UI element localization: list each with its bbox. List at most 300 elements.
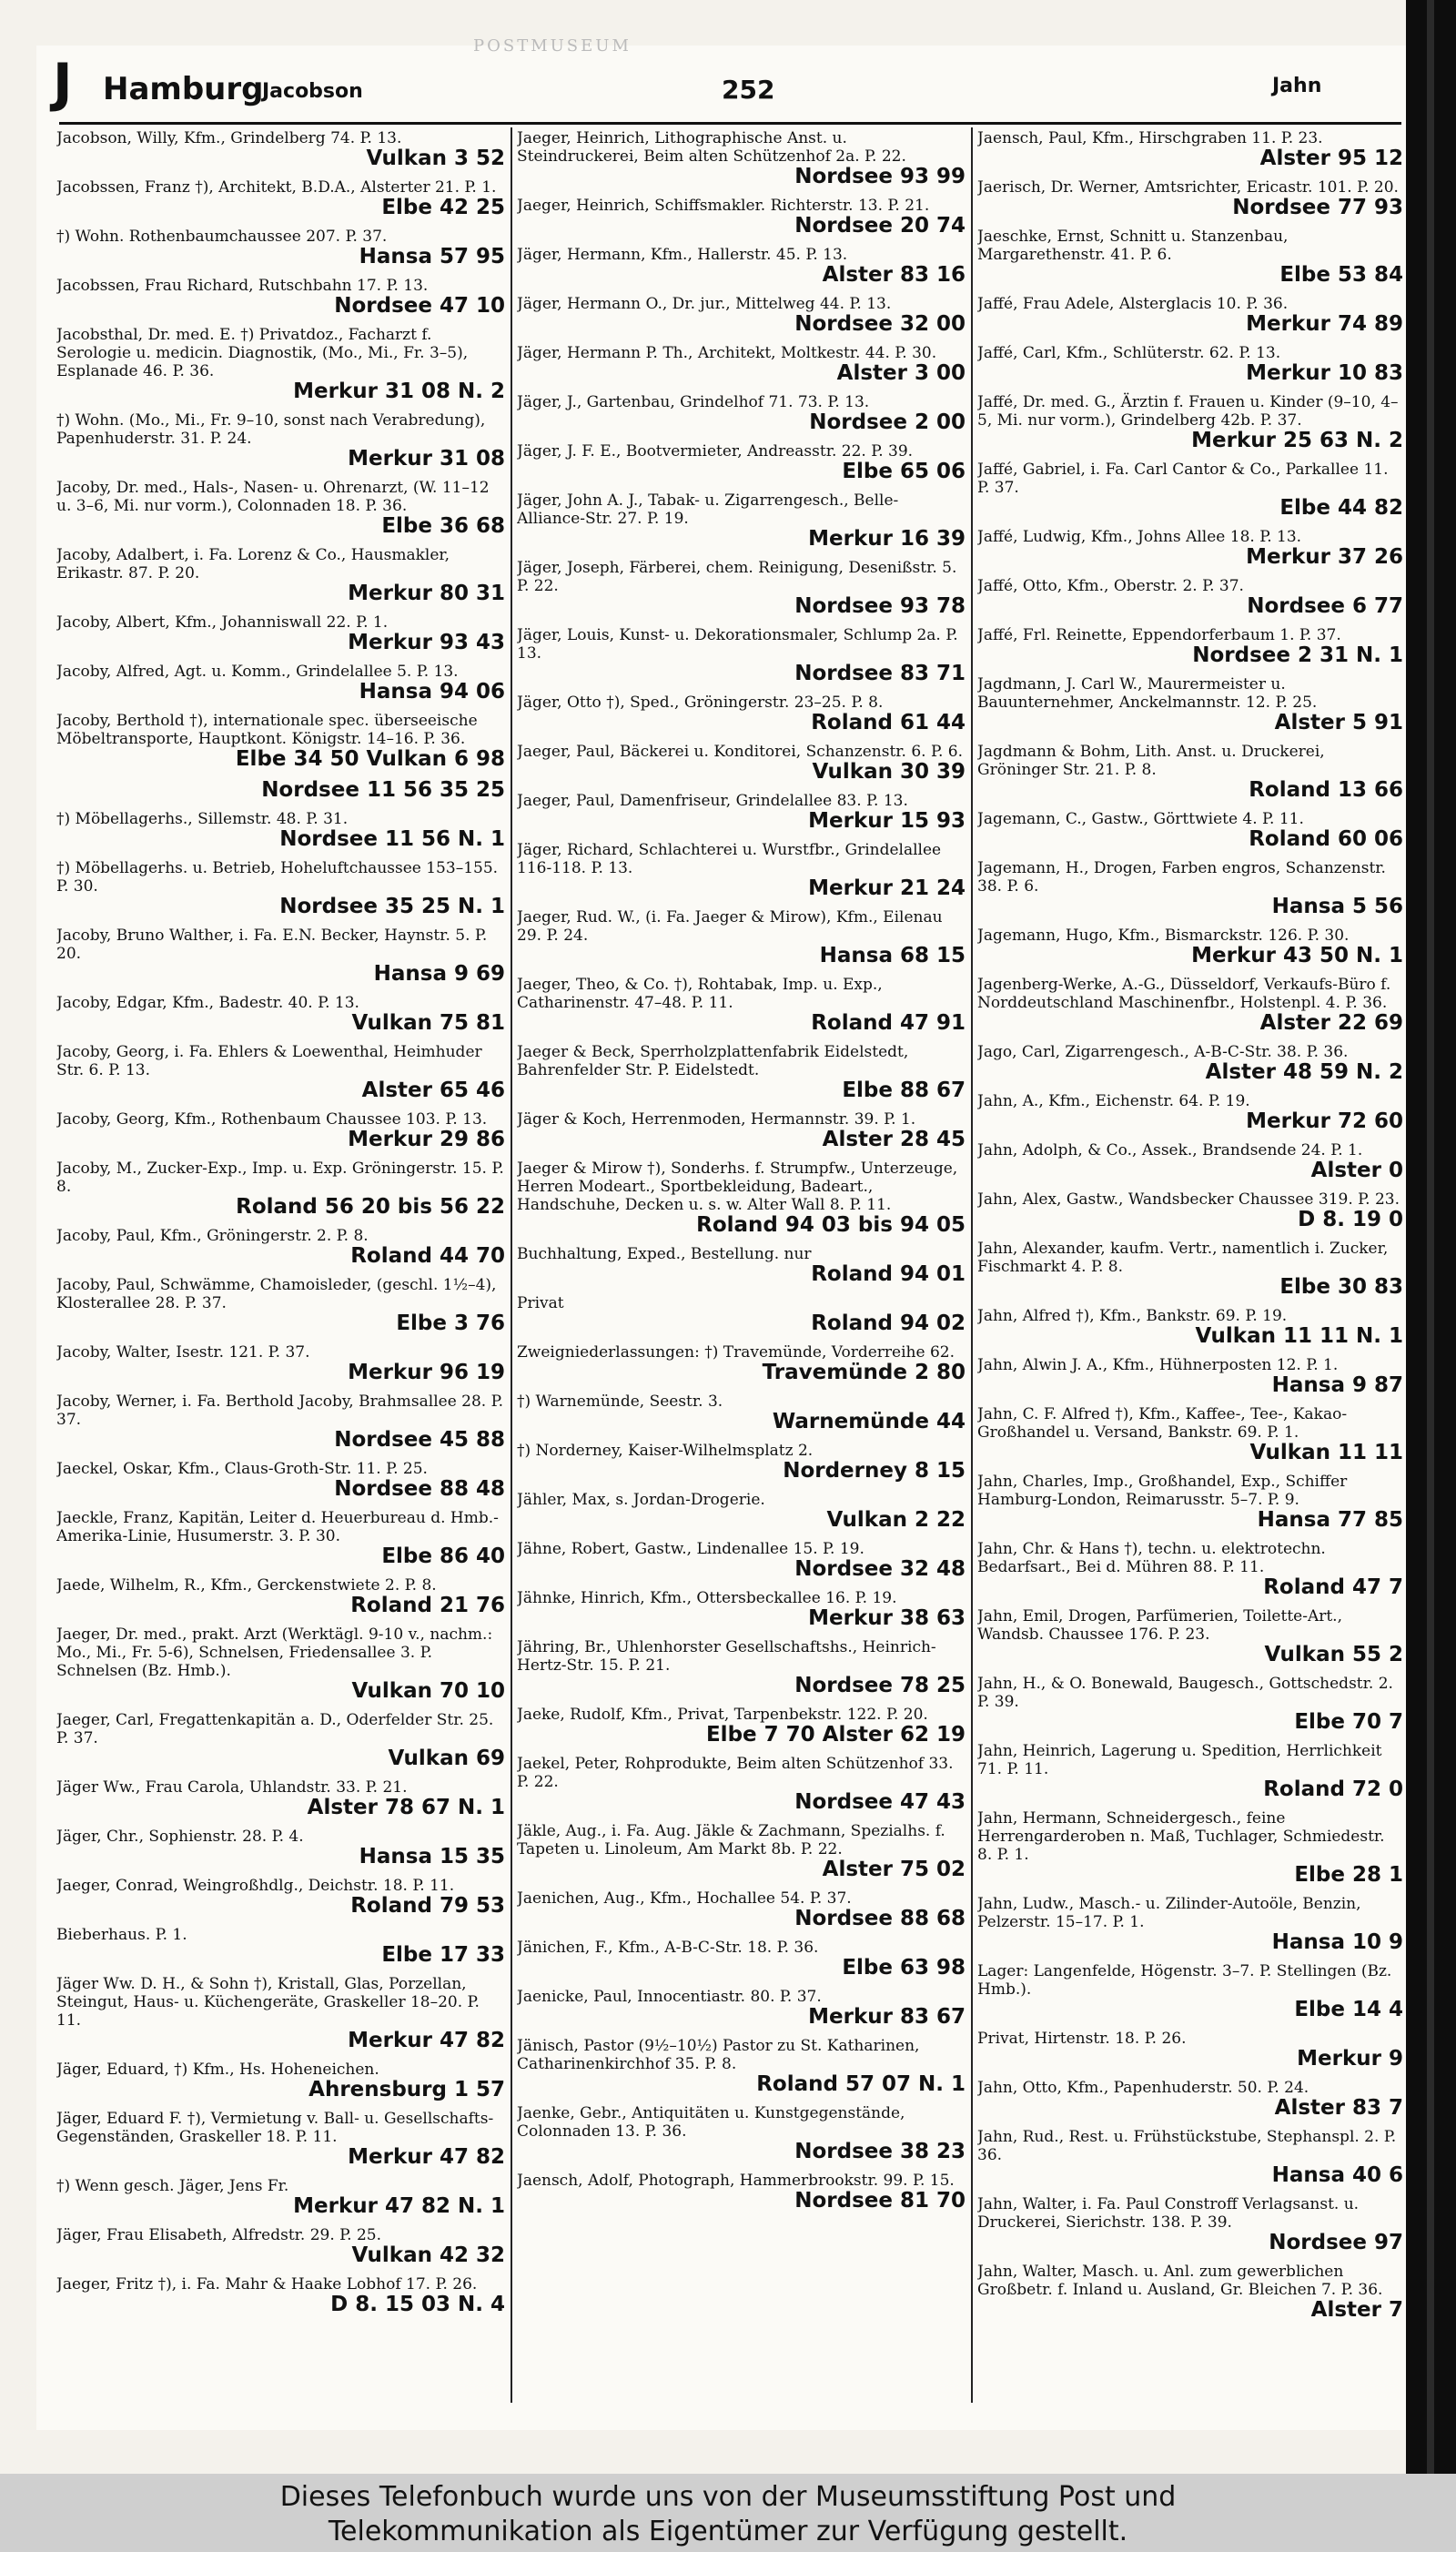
entry-text: Jahn, Heinrich, Lagerung u. Spedition, Herrlichkeit 71. P. 11. (977, 1742, 1382, 1778)
directory-entry (56, 1877, 507, 1918)
directory-entry (517, 1822, 967, 1881)
entry-text: Jänisch, Pastor (9½–10½) Pastor zu St. Katharinen, Catharinenkirchhof 35. P. 8. (517, 2037, 920, 2073)
entry-phone-number: Nordsee 47 10 (334, 294, 505, 318)
header-last-entry: Jahn (1272, 75, 1322, 97)
directory-entry (977, 927, 1405, 967)
directory-entry (56, 2110, 507, 2169)
directory-entry (977, 2195, 1405, 2254)
entry-text: Jaensch, Paul, Kfm., Hirschgraben 11. P. 23. (977, 129, 1323, 147)
entry-phone-number: Elbe 7 70 Alster 62 19 (705, 1723, 966, 1747)
entry-text: Jähne, Robert, Gastw., Lindenallee 15. P. 19. (517, 1540, 864, 1558)
entry-text: Jahn, Chr. & Hans †), techn. u. elektrotechn. Bedarfsart., Bei d. Mühren 88. P. 11. (977, 1540, 1326, 1576)
entry-text: Jahn, A., Kfm., Eichenstr. 64. P. 19. (977, 1092, 1250, 1110)
entry-phone-number: Hansa 68 15 (819, 944, 966, 967)
directory-entry (977, 393, 1405, 452)
directory-entry (977, 577, 1405, 618)
entry-phone-number: D 8. 15 03 N. 4 (330, 2293, 505, 2316)
entry-phone-number: Alster 3 00 (836, 361, 966, 385)
directory-entry (56, 2177, 507, 2218)
directory-entry (977, 1405, 1405, 1464)
entry-text: Jaenichen, Aug., Kfm., Hochallee 54. P. 37. (517, 1889, 852, 1908)
entry-text: Jacoby, Walter, Isestr. 121. P. 37. (56, 1343, 310, 1362)
directory-entry (517, 1939, 967, 1980)
entry-phone-number: Elbe 36 68 (381, 514, 505, 538)
directory-entry (56, 277, 507, 318)
directory-entry (977, 528, 1405, 569)
entry-text: Bieberhaus. P. 1. (56, 1926, 187, 1944)
entry-phone-number: Elbe 14 4 (1294, 1998, 1403, 2021)
directory-column-2 (517, 129, 967, 2395)
entry-text: Jacobson, Willy, Kfm., Grindelberg 74. P. 13. (56, 129, 402, 147)
entry-text: Jacoby, Georg, i. Fa. Ehlers & Loewenthal, Heimhuder Str. 6. P. 13. (56, 1043, 482, 1079)
entry-phone-number: Nordsee 32 48 (794, 1557, 966, 1581)
entry-text: Jacobsthal, Dr. med. E. †) Privatdoz., Facharzt f. Serologie u. medicin. Diagnostik, (Mo., Mi., Fr. 3–5), Esplanade 46. P. 36. (56, 326, 469, 380)
entry-phone-number: Elbe 63 98 (842, 1956, 966, 1980)
entry-text: Jähler, Max, s. Jordan-Drogerie. (517, 1491, 765, 1509)
entry-text: Jäger, Hermann P. Th., Architekt, Moltkestr. 44. P. 30. (517, 344, 937, 362)
entry-text: Jäger, Joseph, Färberei, chem. Reinigung, Desenißstr. 5. P. 22. (517, 559, 957, 595)
entry-phone-number: Nordsee 93 78 (794, 594, 966, 618)
directory-entry (56, 1227, 507, 1268)
entry-phone-number: Roland 57 07 N. 1 (756, 2072, 966, 2096)
entry-phone-number: Nordsee 78 25 (794, 1674, 966, 1697)
directory-entry (977, 743, 1405, 802)
directory-entry (517, 1294, 967, 1335)
entry-text: Jacoby, Paul, Schwämme, Chamoisleder, (geschl. 1½–4), Klosterallee 28. P. 37. (56, 1276, 497, 1312)
entry-text: Jahn, H., & O. Bonewald, Baugesch., Gottschedstr. 2. P. 39. (977, 1675, 1393, 1711)
entry-text: Jahn, Walter, Masch. u. Anl. zum gewerblichen Großbetr. f. Inland u. Ausland, Gr. Bleichen 7. P. 36. (977, 2263, 1383, 2299)
entry-phone-number: Merkur 10 83 (1246, 361, 1403, 385)
entry-phone-number: Alster 65 46 (361, 1079, 505, 1102)
entry-text: Jacoby, Bruno Walther, i. Fa. E.N. Becker, Haynstr. 5. P. 20. (56, 927, 488, 963)
entry-text: Jaeger & Mirow †), Sonderhs. f. Strumpfw., Unterzeuge, Herren Modeart., Sportbekleidung, Badeart., Handschuhe, Decken u. s. w. Alter Wall 8. P. 11. (517, 1160, 958, 1214)
entry-text: Jaensch, Adolf, Photograph, Hammerbrookstr. 99. P. 15. (517, 2172, 955, 2190)
directory-entry (977, 2079, 1405, 2120)
entry-text: †) Wohn. (Mo., Mi., Fr. 9–10, sonst nach Verabredung), Papenhuderstr. 31. P. 24. (56, 411, 486, 448)
directory-column-1 (56, 129, 507, 2395)
entry-text: Jaeckel, Oskar, Kfm., Claus-Groth-Str. 11. P. 25. (56, 1460, 428, 1478)
entry-phone-number: Merkur 29 86 (348, 1128, 505, 1151)
directory-entry (56, 411, 507, 471)
entry-text: Privat (517, 1294, 564, 1312)
directory-entry (56, 1509, 507, 1568)
entry-text: Buchhaltung, Exped., Bestellung. nur (517, 1245, 812, 1263)
entry-text: Jahn, Ludw., Masch.- u. Zilinder-Autoöle, Benzin, Pelzerstr. 15–17. P. 1. (977, 1895, 1361, 1931)
directory-entry (56, 1110, 507, 1151)
directory-entry (517, 344, 967, 385)
entry-text: †) Warnemünde, Seestr. 3. (517, 1392, 723, 1411)
entry-phone-number: Merkur 43 50 N. 1 (1191, 944, 1403, 967)
directory-entry (977, 976, 1405, 1035)
directory-entry (517, 1442, 967, 1483)
entry-text: Jäger, Eduard F. †), Vermietung v. Ball- u. Gesellschafts-Gegenständen, Graskeller 18. P. 11. (56, 2110, 494, 2146)
entry-phone-number: Roland 60 06 (1249, 827, 1403, 851)
entry-text: Jaerisch, Dr. Werner, Amtsrichter, Ericastr. 101. P. 20. (977, 178, 1399, 197)
directory-entry (517, 1110, 967, 1151)
entry-phone-number: Vulkan 30 39 (812, 760, 966, 784)
entry-phone-number: Merkur 47 82 (348, 2029, 505, 2052)
entry-text: Jacobssen, Frau Richard, Rutschbahn 17. P. 13. (56, 277, 429, 295)
entry-text: Jäger, Hermann O., Dr. jur., Mittelweg 44. P. 13. (517, 295, 892, 313)
directory-entry (517, 1392, 967, 1433)
column-divider (971, 127, 973, 2403)
directory-entry (977, 859, 1405, 918)
entry-text: Jäger Ww., Frau Carola, Uhlandstr. 33. P. 21. (56, 1778, 408, 1797)
page-header (53, 52, 1400, 120)
entry-phone-number: Warnemünde 44 (772, 1410, 966, 1433)
entry-text: Jäger, J. F. E., Bootvermieter, Andreasstr. 22. P. 39. (517, 442, 914, 461)
entry-text: Jahn, Charles, Imp., Großhandel, Exp., Schiffer Hamburg-London, Reimarusstr. 5–7. P. 9. (977, 1473, 1348, 1509)
entry-text: Jago, Carl, Zigarrengesch., A-B-C-Str. 38. P. 36. (977, 1043, 1349, 1061)
entry-phone-number: Merkur 96 19 (348, 1361, 505, 1384)
entry-text: Jahn, Emil, Drogen, Parfümerien, Toilette-Art., Wandsb. Chaussee 176. P. 23. (977, 1607, 1342, 1644)
entry-text: Jagemann, H., Drogen, Farben engros, Schanzenstr. 38. P. 6. (977, 859, 1386, 896)
entry-phone-number: Elbe 86 40 (381, 1544, 505, 1568)
directory-entry (56, 712, 507, 771)
entry-phone-number: Merkur 9 (1297, 2047, 1403, 2071)
directory-entry (517, 1343, 967, 1384)
directory-entry (517, 393, 967, 434)
directory-entry (977, 2128, 1405, 2187)
directory-entry (977, 1043, 1405, 1084)
directory-entry (56, 2275, 507, 2316)
entry-text: Jacoby, Albert, Kfm., Johanniswall 22. P. 1. (56, 613, 389, 632)
directory-entry (517, 1755, 967, 1814)
entry-text: Jaeger, Theo, & Co. †), Rohtabak, Imp. u. Exp., Catharinenstr. 47–48. P. 11. (517, 976, 883, 1012)
entry-phone-number: Merkur 37 26 (1246, 545, 1403, 569)
entry-phone-number: Merkur 25 63 N. 2 (1191, 429, 1403, 452)
entry-phone-number: Nordsee 11 56 N. 1 (279, 827, 505, 851)
entry-phone-number: Roland 61 44 (811, 711, 966, 734)
directory-entry (56, 1460, 507, 1501)
entry-phone-number: Elbe 30 83 (1279, 1275, 1403, 1299)
entry-text: Jahn, Alex, Gastw., Wandsbecker Chaussee 319. P. 23. (977, 1190, 1400, 1209)
directory-entry (977, 1240, 1405, 1299)
entry-phone-number: Merkur 31 08 (348, 447, 505, 471)
directory-entry (977, 129, 1405, 170)
entry-phone-number: Roland 79 53 (350, 1894, 505, 1918)
entry-text: Jaenicke, Paul, Innocentiastr. 80. P. 37. (517, 1988, 822, 2006)
entry-phone-number: Vulkan 3 52 (366, 147, 505, 170)
entry-text: Jacoby, M., Zucker-Exp., Imp. u. Exp. Gröningerstr. 15. P. 8. (56, 1160, 504, 1196)
entry-phone-number: Hansa 9 87 (1271, 1373, 1403, 1397)
directory-entry (56, 1625, 507, 1703)
directory-entry (56, 1576, 507, 1617)
entry-text: Jahn, Adolph, & Co., Assek., Brandsende 24. P. 1. (977, 1141, 1363, 1160)
directory-entry (517, 442, 967, 483)
entry-text: Jacoby, Werner, i. Fa. Berthold Jacoby, Brahmsallee 28. P. 37. (56, 1392, 503, 1429)
entry-text: Jäger, John A. J., Tabak- u. Zigarrengesch., Belle-Alliance-Str. 27. P. 19. (517, 491, 899, 528)
entry-phone-number: Elbe 44 82 (1279, 496, 1403, 520)
entry-phone-number: Nordsee 77 93 (1232, 196, 1403, 219)
entry-text: Jacoby, Adalbert, i. Fa. Lorenz & Co., Hausmakler, Erikastr. 87. P. 20. (56, 546, 450, 582)
directory-entry (977, 2263, 1405, 2322)
entry-phone-number: Alster 0 (1310, 1159, 1403, 1182)
entry-text: Jäger, Eduard, †) Kfm., Hs. Hoheneichen. (56, 2061, 379, 2079)
directory-entry (56, 2226, 507, 2267)
entry-text: †) Norderney, Kaiser-Wilhelmsplatz 2. (517, 1442, 814, 1460)
directory-entry (56, 1160, 507, 1219)
directory-entry (517, 743, 967, 784)
directory-entry (977, 1307, 1405, 1348)
directory-entry (56, 1276, 507, 1335)
directory-entry (56, 1828, 507, 1868)
directory-entry (517, 1540, 967, 1581)
entry-phone-number: Alster 28 45 (822, 1128, 966, 1151)
directory-entry (56, 1926, 507, 1967)
header-rule (59, 122, 1401, 125)
directory-entry (56, 326, 507, 403)
entry-text: Jacoby, Berthold †), internationale spec. überseeische Möbeltransporte, Hauptkont. Königstr. 14–16. P. 36. (56, 712, 478, 748)
entry-phone-number: Hansa 10 9 (1271, 1930, 1403, 1954)
entry-text: Jacoby, Georg, Kfm., Rothenbaum Chaussee 103. P. 13. (56, 1110, 488, 1129)
entry-phone-number: Merkur 15 93 (808, 809, 966, 833)
entry-phone-number: Elbe 88 67 (842, 1079, 966, 1102)
directory-entry (517, 2037, 967, 2096)
entry-text: Jacoby, Alfred, Agt. u. Komm., Grindelallee 5. P. 13. (56, 663, 459, 681)
header-letter: J (53, 52, 73, 114)
directory-entry (517, 1638, 967, 1697)
directory-entry (977, 228, 1405, 287)
directory-entry (517, 1491, 967, 1532)
entry-phone-number: Nordsee 88 48 (334, 1477, 505, 1501)
entry-text: Jaeke, Rudolf, Kfm., Privat, Tarpenbekstr. 122. P. 20. (517, 1706, 928, 1724)
directory-entry (977, 1356, 1405, 1397)
directory-entry (977, 1540, 1405, 1599)
directory-entry (977, 295, 1405, 336)
entry-text: Jacoby, Dr. med., Hals-, Nasen- u. Ohrenarzt, (W. 11–12 u. 3–6, Mi. nur vorm.), Colonnaden 18. P. 36. (56, 479, 490, 515)
entry-phone-number: Merkur 38 63 (808, 1606, 966, 1630)
directory-entry (56, 663, 507, 704)
directory-entry (517, 559, 967, 618)
entry-phone-number: Vulkan 75 81 (351, 1011, 505, 1035)
entry-phone-number: Roland 47 91 (811, 1011, 966, 1035)
entry-text: †) Wohn. Rothenbaumchaussee 207. P. 37. (56, 228, 388, 246)
directory-entry (56, 1343, 507, 1384)
directory-entry (517, 1160, 967, 1237)
directory-entry (977, 344, 1405, 385)
entry-phone-number: Merkur 83 67 (808, 2005, 966, 2029)
entry-text: Jaeger, Fritz †), i. Fa. Mahr & Haake Lobhof 17. P. 26. (56, 2275, 478, 2294)
header-city: Hamburg (103, 71, 264, 107)
directory-entry (517, 1889, 967, 1930)
entry-phone-number: Norderney 8 15 (783, 1459, 966, 1483)
entry-text: Jaffé, Frl. Reinette, Eppendorferbaum 1. P. 37. (977, 626, 1341, 644)
entry-text: Jahn, C. F. Alfred †), Kfm., Kaffee-, Tee-, Kakao-Großhandel u. Versand, Bankstr. 69. P. 1. (977, 1405, 1348, 1442)
entry-phone-number: Merkur 31 08 N. 2 (293, 380, 505, 403)
entry-phone-number: Alster 7 (1310, 2298, 1403, 2322)
entry-text: †) Möbellagerhs. u. Betrieb, Hoheluftchaussee 153–155. P. 30. (56, 859, 499, 896)
entry-phone-number: Merkur 47 82 N. 1 (293, 2194, 505, 2218)
entry-phone-number: Nordsee 83 71 (794, 662, 966, 685)
directory-entry (977, 178, 1405, 219)
entry-phone-number: Vulkan 42 32 (351, 2243, 505, 2267)
directory-entry (977, 1092, 1405, 1133)
directory-entry (977, 1675, 1405, 1734)
column-divider (511, 127, 512, 2403)
header-first-entry: Jacobson (262, 80, 363, 103)
directory-entry (517, 491, 967, 551)
directory-entry (517, 2172, 967, 2213)
entry-phone-number: Nordsee 93 99 (794, 165, 966, 188)
entry-phone-number: Nordsee 81 70 (794, 2189, 966, 2213)
directory-entry (517, 694, 967, 734)
entry-text: Jähnke, Hinrich, Kfm., Ottersbeckallee 16. P. 19. (517, 1589, 897, 1607)
entry-text: Jaffé, Otto, Kfm., Oberstr. 2. P. 37. (977, 577, 1244, 595)
entry-phone-number: Travemünde 2 80 (762, 1361, 966, 1384)
entry-phone-number: Elbe 42 25 (381, 196, 505, 219)
entry-text: Jagemann, Hugo, Kfm., Bismarckstr. 126. P. 30. (977, 927, 1350, 945)
entry-text: Privat, Hirtenstr. 18. P. 26. (977, 2030, 1187, 2048)
entry-phone-number: Hansa 57 95 (359, 245, 505, 268)
entry-text: Jaenke, Gebr., Antiquitäten u. Kunstgegenstände, Colonnaden 13. P. 36. (517, 2104, 905, 2141)
directory-entry (56, 479, 507, 538)
directory-entry (517, 129, 967, 188)
entry-text: Jäger Ww. D. H., & Sohn †), Kristall, Glas, Porzellan, Steingut, Haus- u. Küchengeräte, Graskeller 18–20. P. 11. (56, 1975, 480, 2030)
entry-phone-number: Alster 75 02 (822, 1858, 966, 1881)
directory-entry (977, 1962, 1405, 2021)
entry-text: Jagemann, C., Gastw., Görttwiete 4. P. 11. (977, 810, 1304, 828)
entry-phone-number: Nordsee 45 88 (334, 1428, 505, 1452)
footer-line-2: Telekommunikation als Eigentümer zur Verfügung gestellt. (328, 2516, 1128, 2547)
entry-phone-number: Nordsee 2 31 N. 1 (1192, 643, 1403, 667)
directory-entry (517, 908, 967, 967)
entry-text: Jaeger & Beck, Sperrholzplattenfabrik Eidelstedt, Bahrenfelder Str. P. Eidelstedt. (517, 1043, 909, 1079)
entry-phone-number: Roland 94 01 (811, 1262, 966, 1286)
entry-text: Jaeschke, Ernst, Schnitt u. Stanzenbau, Margarethenstr. 41. P. 6. (977, 228, 1289, 264)
entry-phone-number: Nordsee 20 74 (794, 214, 966, 238)
entry-phone-number: Merkur 93 43 (348, 631, 505, 654)
directory-entry (56, 779, 507, 802)
entry-text: Jäkle, Aug., i. Fa. Aug. Jäkle & Zachmann, Spezialhs. f. Tapeten u. Linoleum, Am Markt 8b. P. 22. (517, 1822, 945, 1858)
entry-phone-number: Roland 56 20 bis 56 22 (236, 1195, 505, 1219)
directory-entry (977, 626, 1405, 667)
directory-entry (517, 976, 967, 1035)
entry-phone-number: Alster 83 16 (822, 263, 966, 287)
directory-entry (56, 927, 507, 986)
entry-phone-number: Nordsee 11 56 35 25 (261, 778, 505, 802)
entry-text: Jäger, Chr., Sophienstr. 28. P. 4. (56, 1828, 304, 1846)
directory-entry (977, 1607, 1405, 1666)
entry-phone-number: Vulkan 55 2 (1264, 1643, 1403, 1666)
directory-entry (977, 1190, 1405, 1231)
entry-phone-number: Merkur 80 31 (348, 582, 505, 605)
directory-entry (56, 1778, 507, 1819)
entry-text: Jaeckle, Franz, Kapitän, Leiter d. Heuerbureau d. Hmb.-Amerika-Linie, Husumerstr. 3. P. 30. (56, 1509, 499, 1545)
directory-entry (56, 2061, 507, 2101)
directory-entry (56, 178, 507, 219)
entry-phone-number: Vulkan 11 11 N. 1 (1195, 1324, 1403, 1348)
entry-text: Jahn, Alwin J. A., Kfm., Hühnerposten 12. P. 1. (977, 1356, 1339, 1374)
directory-entry (56, 129, 507, 170)
entry-text: Jaffé, Frau Adele, Alsterglacis 10. P. 36. (977, 295, 1289, 313)
directory-entry (517, 792, 967, 833)
directory-entry (977, 1473, 1405, 1532)
entry-text: Jaffé, Gabriel, i. Fa. Carl Cantor & Co., Parkallee 11. P. 37. (977, 461, 1389, 497)
directory-entry (56, 1711, 507, 1770)
footer-banner (0, 2474, 1456, 2552)
entry-text: Jahn, Walter, i. Fa. Paul Constroff Verlagsanst. u. Druckerei, Sierichstr. 138. P. 39. (977, 2195, 1360, 2232)
entry-text: Jaekel, Peter, Rohprodukte, Beim alten Schützenhof 33. P. 22. (517, 1755, 954, 1791)
entry-phone-number: Nordsee 6 77 (1247, 594, 1403, 618)
entry-phone-number: Nordsee 32 00 (794, 312, 966, 336)
directory-entry (517, 197, 967, 238)
entry-text: Jaffé, Carl, Kfm., Schlüterstr. 62. P. 13. (977, 344, 1281, 362)
entry-phone-number: Elbe 17 33 (381, 1943, 505, 1967)
directory-entry (56, 994, 507, 1035)
entry-text: †) Möbellagerhs., Sillemstr. 48. P. 31. (56, 810, 349, 828)
entry-phone-number: Elbe 3 76 (396, 1311, 505, 1335)
entry-phone-number: Hansa 5 56 (1271, 895, 1403, 918)
directory-entry (517, 1706, 967, 1747)
entry-text: Jaeger, Dr. med., prakt. Arzt (Werktägl. 9-10 v., nachm.: Mo., Mi., Fr. 5-6), Schnelsen, Friedensallee 3. P. Schnelsen (Bz. Hmb.). (56, 1625, 493, 1680)
entry-phone-number: Roland 72 0 (1263, 1777, 1403, 1801)
entry-text: Jaeger, Carl, Fregattenkapitän a. D., Oderfelder Str. 25. P. 37. (56, 1711, 494, 1747)
entry-phone-number: Alster 5 91 (1274, 711, 1403, 734)
entry-text: Zweigniederlassungen: †) Travemünde, Vorderreihe 62. (517, 1343, 955, 1362)
entry-phone-number: Elbe 53 84 (1279, 263, 1403, 287)
entry-phone-number: Elbe 34 50 Vulkan 6 98 (235, 747, 505, 771)
directory-entry (517, 1245, 967, 1286)
entry-phone-number: Roland 13 66 (1249, 778, 1403, 802)
directory-entry (517, 2104, 967, 2163)
entry-phone-number: Merkur 72 60 (1246, 1109, 1403, 1133)
entry-phone-number: D 8. 19 0 (1298, 1208, 1403, 1231)
entry-phone-number: Alster 78 67 N. 1 (307, 1796, 505, 1819)
entry-text: Jagdmann & Bohm, Lith. Anst. u. Druckerei, Gröninger Str. 21. P. 8. (977, 743, 1325, 779)
entry-text: Jacobssen, Franz †), Architekt, B.D.A., Alsterter 21. P. 1. (56, 178, 497, 197)
entry-phone-number: Vulkan 69 (388, 1747, 505, 1770)
entry-phone-number: Elbe 28 1 (1294, 1863, 1403, 1887)
entry-phone-number: Alster 22 69 (1259, 1011, 1403, 1035)
entry-phone-number: Roland 21 76 (350, 1594, 505, 1617)
directory-entry (977, 810, 1405, 851)
entry-text: Jäger, Frau Elisabeth, Alfredstr. 29. P. 25. (56, 2226, 382, 2244)
entry-text: Jaeger, Paul, Bäckerei u. Konditorei, Schanzenstr. 6. P. 6. (517, 743, 963, 761)
entry-text: Jaeger, Conrad, Weingroßhdlg., Deichstr. 18. P. 11. (56, 1877, 455, 1895)
entry-phone-number: Hansa 77 85 (1257, 1508, 1403, 1532)
entry-text: Jaffé, Ludwig, Kfm., Johns Allee 18. P. 13. (977, 528, 1302, 546)
faded-stamp: POSTMUSEUM (473, 36, 632, 56)
page-number: 252 (722, 75, 775, 105)
entry-text: Jahn, Hermann, Schneidergesch., feine Herrengarderoben n. Maß, Tuchlager, Schmiedestr. 8. P. 1. (977, 1809, 1385, 1864)
entry-phone-number: Roland 44 70 (350, 1244, 505, 1268)
directory-entry (977, 675, 1405, 734)
directory-entry (977, 1141, 1405, 1182)
entry-text: Jäger, Richard, Schlachterei u. Wurstfbr., Grindelallee 116-118. P. 13. (517, 841, 942, 877)
directory-entry (517, 841, 967, 900)
directory-entry (56, 1975, 507, 2052)
entry-phone-number: Nordsee 88 68 (794, 1907, 966, 1930)
entry-text: Jähring, Br., Uhlenhorster Gesellschaftshs., Heinrich-Hertz-Str. 15. P. 21. (517, 1638, 936, 1675)
entry-text: †) Wenn gesch. Jäger, Jens Fr. (56, 2177, 289, 2195)
entry-phone-number: Roland 94 02 (811, 1311, 966, 1335)
binding-strip (1427, 0, 1434, 2476)
directory-entry (517, 295, 967, 336)
entry-phone-number: Nordsee 47 43 (794, 1790, 966, 1814)
entry-text: Jäger, J., Gartenbau, Grindelhof 71. 73. P. 13. (517, 393, 870, 411)
entry-text: Jaeger, Rud. W., (i. Fa. Jaeger & Mirow), Kfm., Eilenau 29. P. 24. (517, 908, 943, 945)
entry-phone-number: Vulkan 11 11 (1249, 1441, 1403, 1464)
entry-text: Jagenberg-Werke, A.-G., Düsseldorf, Verkaufs-Büro f. Norddeutschland Maschinenfbr., Holstenpl. 4. P. 36. (977, 976, 1391, 1012)
entry-phone-number: Roland 94 03 bis 94 05 (696, 1213, 966, 1237)
entry-text: Jäger, Louis, Kunst- u. Dekorationsmaler, Schlump 2a. P. 13. (517, 626, 958, 663)
directory-entry (517, 1589, 967, 1630)
directory-entry (517, 626, 967, 685)
entry-phone-number: Nordsee 38 23 (794, 2140, 966, 2163)
entry-text: Jaeger, Paul, Damenfriseur, Grindelallee 83. P. 13. (517, 792, 908, 810)
entry-text: Jacoby, Edgar, Kfm., Badestr. 40. P. 13. (56, 994, 359, 1012)
